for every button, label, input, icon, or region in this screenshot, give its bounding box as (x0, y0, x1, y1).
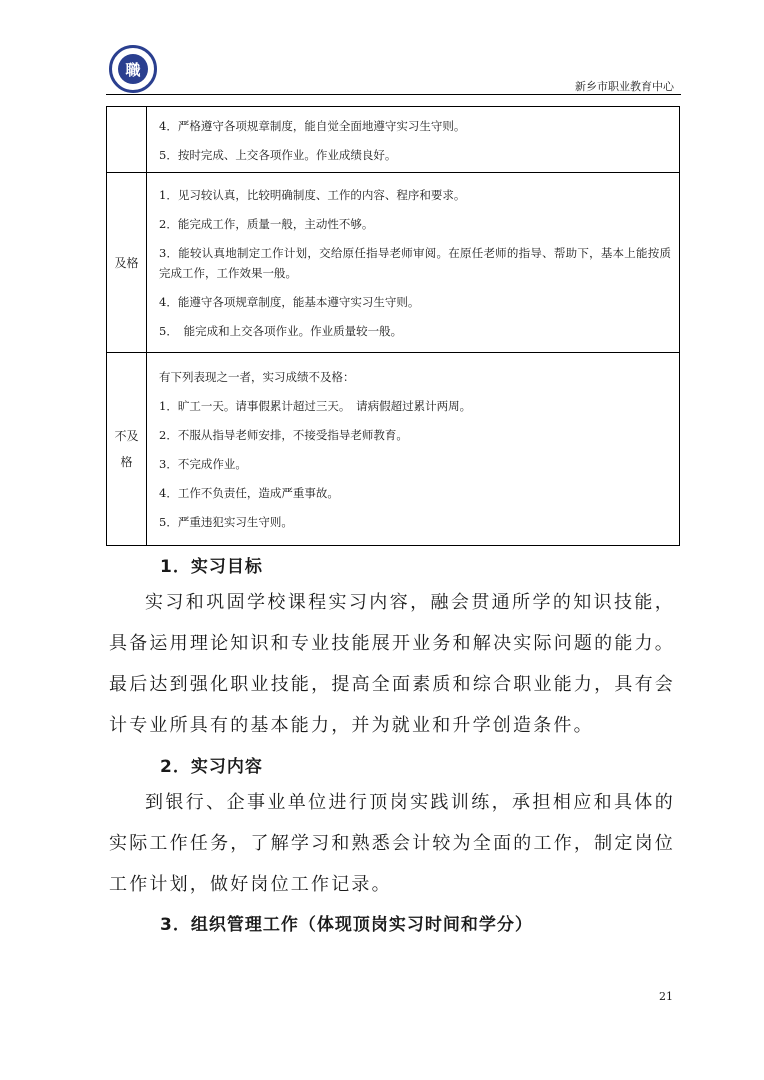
section-heading: 3．组织管理工作（体现顶岗实习时间和学分） (160, 915, 533, 935)
grade-label-line1: 不及 (114, 429, 139, 443)
criteria-item: 5．按时完成、上交各项作业。作业成绩良好。 (159, 147, 397, 162)
grade-cell (107, 353, 147, 546)
criteria-item: 4．能遵守各项规章制度，能基本遵守实习生守则。 (159, 295, 420, 309)
table-row (107, 173, 680, 353)
grade-label-line2: 格 (120, 455, 133, 469)
criteria-item: 1．见习较认真，比较明确制度、工作的内容、程序和要求。 (159, 188, 466, 202)
grade-cell (107, 107, 147, 173)
criteria-item: 5． 能完成和上交各项作业。作业质量较一般。 (159, 324, 403, 338)
criteria-cell (147, 107, 680, 173)
header-rule (106, 94, 681, 95)
section-body: 到银行、企事业单位进行顶岗实践训练，承担相应和具体的实际工作任务，了解学习和熟悉会计较为全面的工作，制定岗位工作计划，做好岗位工作记录。 (109, 792, 675, 895)
grade-cell: 及格 (107, 173, 147, 353)
section-body: 实习和巩固学校课程实习内容，融会贯通所学的知识技能，具备运用理论知识和专业技能展开业务和解决实际问题的能力。最后达到强化职业技能，提高全面素质和综合职业能力，具有会计专业所具有的基本能力，并为就业和升学创造条件。 (109, 592, 675, 736)
criteria-item: 4．严格遵守各项规章制度，能自觉全面地遵守实习生守则。 (159, 118, 466, 133)
criteria-item: 2．不服从指导老师安排，不接受指导老师教育。 (159, 428, 408, 442)
table-row (107, 353, 680, 546)
criteria-item: 2．能完成工作，质量一般，主动性不够。 (159, 217, 374, 231)
criteria-item: 3．能较认真地制定工作计划，交给原任指导老师审阅。在原任老师的指导、帮助下，基本上能按质完成工作，工作效果一般。 (159, 246, 671, 280)
criteria-cell (147, 173, 680, 353)
logo-emblem: 職 (118, 54, 148, 84)
criteria-lead: 有下列表现之一者，实习成绩不及格： (159, 370, 355, 384)
section-heading: 2．实习内容 (160, 757, 263, 777)
criteria-item: 1．旷工一天。请事假累计超过三天。 请病假超过累计两周。 (159, 399, 472, 413)
section-heading: 1．实习目标 (160, 557, 263, 577)
criteria-cell (147, 353, 680, 546)
criteria-item: 5．严重违犯实习生守则。 (159, 515, 293, 529)
grading-criteria-table (106, 106, 680, 546)
school-logo (109, 45, 157, 93)
criteria-item: 4．工作不负责任，造成严重事故。 (159, 486, 339, 500)
table-row (107, 107, 680, 173)
header-org-name: 新乡市职业教育中心 (575, 80, 674, 93)
criteria-item: 3．不完成作业。 (159, 457, 247, 471)
page-number: 21 (659, 990, 673, 1003)
